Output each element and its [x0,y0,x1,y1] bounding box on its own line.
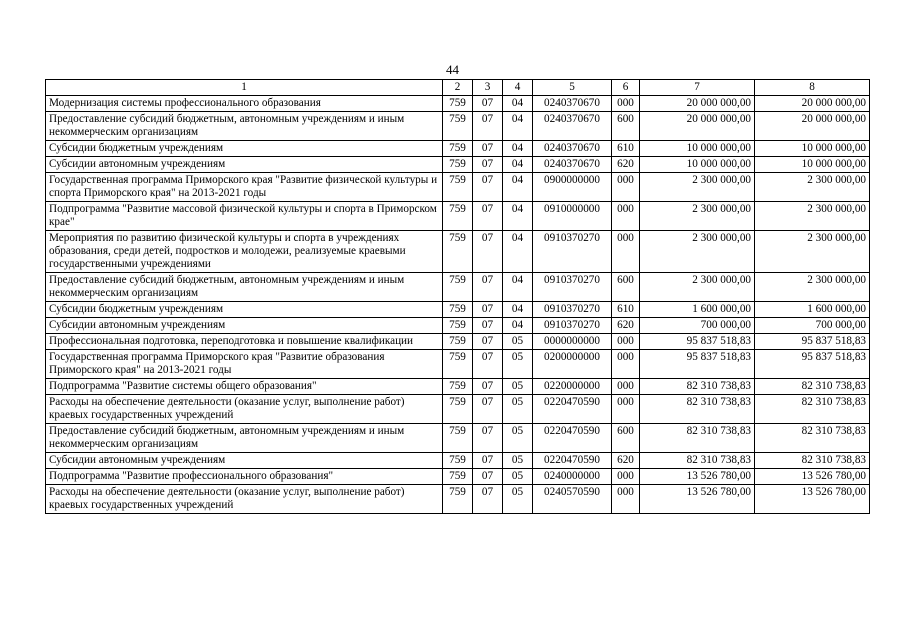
row-description: Субсидии автономным учреждениям [46,157,443,173]
ministry-code: 759 [443,173,473,202]
budget-table [45,79,870,514]
row-description: Подпрограмма "Развитие массовой физической культуры и спорта в Приморском крае" [46,202,443,231]
expense-type-code: 000 [612,173,640,202]
header-row [46,80,870,96]
subsection-code: 05 [503,334,533,350]
target-article-code: 0900000000 [533,173,612,202]
amount-column-7: 13 526 780,00 [640,485,755,514]
table-row [46,485,870,514]
target-article-code: 0240370670 [533,96,612,112]
section-code: 07 [473,424,503,453]
row-description: Предоставление субсидий бюджетным, автономным учреждениям и иным некоммерческим организациям [46,273,443,302]
section-code: 07 [473,173,503,202]
amount-column-8: 20 000 000,00 [755,112,870,141]
subsection-code: 04 [503,318,533,334]
amount-column-7: 700 000,00 [640,318,755,334]
expense-type-code: 600 [612,112,640,141]
table-row [46,302,870,318]
expense-type-code: 000 [612,96,640,112]
section-code: 07 [473,334,503,350]
expense-type-code: 000 [612,485,640,514]
subsection-code: 04 [503,141,533,157]
subsection-code: 04 [503,273,533,302]
ministry-code: 759 [443,96,473,112]
amount-column-8: 82 310 738,83 [755,395,870,424]
column-header-4: 4 [503,80,533,96]
amount-column-7: 82 310 738,83 [640,379,755,395]
subsection-code: 04 [503,112,533,141]
target-article-code: 0240000000 [533,469,612,485]
table-row [46,395,870,424]
amount-column-8: 20 000 000,00 [755,96,870,112]
expense-type-code: 610 [612,302,640,318]
ministry-code: 759 [443,112,473,141]
target-article-code: 0000000000 [533,334,612,350]
target-article-code: 0220000000 [533,379,612,395]
amount-column-8: 82 310 738,83 [755,424,870,453]
ministry-code: 759 [443,141,473,157]
target-article-code: 0910370270 [533,318,612,334]
target-article-code: 0240370670 [533,112,612,141]
row-description: Расходы на обеспечение деятельности (оказание услуг, выполнение работ) краевых государственных учреждений [46,395,443,424]
expense-type-code: 000 [612,334,640,350]
expense-type-code: 000 [612,231,640,273]
ministry-code: 759 [443,273,473,302]
table-row [46,379,870,395]
section-code: 07 [473,112,503,141]
target-article-code: 0220470590 [533,453,612,469]
table-row [46,318,870,334]
expense-type-code: 000 [612,379,640,395]
row-description: Предоставление субсидий бюджетным, автономным учреждениям и иным некоммерческим организациям [46,424,443,453]
table-body [46,96,870,514]
target-article-code: 0910370270 [533,302,612,318]
amount-column-8: 2 300 000,00 [755,273,870,302]
subsection-code: 05 [503,350,533,379]
subsection-code: 04 [503,157,533,173]
target-article-code: 0240370670 [533,141,612,157]
target-article-code: 0240370670 [533,157,612,173]
table-row [46,202,870,231]
amount-column-8: 700 000,00 [755,318,870,334]
row-description: Субсидии автономным учреждениям [46,453,443,469]
amount-column-7: 82 310 738,83 [640,395,755,424]
row-description: Государственная программа Приморского края "Развитие физической культуры и спорта Приморского края" на 2013-2021 годы [46,173,443,202]
section-code: 07 [473,485,503,514]
column-header-7: 7 [640,80,755,96]
expense-type-code: 000 [612,350,640,379]
amount-column-8: 13 526 780,00 [755,469,870,485]
section-code: 07 [473,273,503,302]
amount-column-7: 95 837 518,83 [640,350,755,379]
amount-column-8: 82 310 738,83 [755,379,870,395]
amount-column-8: 1 600 000,00 [755,302,870,318]
target-article-code: 0200000000 [533,350,612,379]
table-row [46,273,870,302]
expense-type-code: 000 [612,202,640,231]
amount-column-7: 2 300 000,00 [640,173,755,202]
amount-column-8: 2 300 000,00 [755,202,870,231]
target-article-code: 0910000000 [533,202,612,231]
amount-column-7: 10 000 000,00 [640,157,755,173]
section-code: 07 [473,96,503,112]
subsection-code: 05 [503,453,533,469]
row-description: Государственная программа Приморского края "Развитие образования Приморского края" на 2013-2021 годы [46,350,443,379]
column-header-2: 2 [443,80,473,96]
row-description: Подпрограмма "Развитие профессионального образования" [46,469,443,485]
row-description: Модернизация системы профессионального образования [46,96,443,112]
table-row [46,157,870,173]
amount-column-8: 95 837 518,83 [755,350,870,379]
ministry-code: 759 [443,424,473,453]
amount-column-8: 10 000 000,00 [755,141,870,157]
amount-column-7: 2 300 000,00 [640,273,755,302]
row-description: Мероприятия по развитию физической культуры и спорта в учреждениях образования, среди детей, подростков и молодежи, реализуемые краевыми государственными учреждениями [46,231,443,273]
section-code: 07 [473,157,503,173]
ministry-code: 759 [443,469,473,485]
amount-column-7: 20 000 000,00 [640,96,755,112]
column-header-6: 6 [612,80,640,96]
section-code: 07 [473,395,503,424]
row-description: Расходы на обеспечение деятельности (оказание услуг, выполнение работ) краевых государственных учреждений [46,485,443,514]
amount-column-8: 82 310 738,83 [755,453,870,469]
subsection-code: 05 [503,485,533,514]
expense-type-code: 600 [612,273,640,302]
ministry-code: 759 [443,379,473,395]
amount-column-7: 2 300 000,00 [640,231,755,273]
subsection-code: 05 [503,379,533,395]
amount-column-8: 2 300 000,00 [755,231,870,273]
table-row [46,96,870,112]
amount-column-8: 13 526 780,00 [755,485,870,514]
ministry-code: 759 [443,318,473,334]
subsection-code: 04 [503,173,533,202]
row-description: Субсидии бюджетным учреждениям [46,302,443,318]
table-row [46,141,870,157]
ministry-code: 759 [443,453,473,469]
amount-column-8: 10 000 000,00 [755,157,870,173]
expense-type-code: 610 [612,141,640,157]
column-header-3: 3 [473,80,503,96]
subsection-code: 04 [503,231,533,273]
amount-column-8: 95 837 518,83 [755,334,870,350]
subsection-code: 05 [503,469,533,485]
amount-column-7: 2 300 000,00 [640,202,755,231]
ministry-code: 759 [443,334,473,350]
page-number: 44 [446,62,459,77]
row-description: Субсидии автономным учреждениям [46,318,443,334]
amount-column-8: 2 300 000,00 [755,173,870,202]
amount-column-7: 95 837 518,83 [640,334,755,350]
target-article-code: 0240570590 [533,485,612,514]
expense-type-code: 620 [612,157,640,173]
ministry-code: 759 [443,231,473,273]
section-code: 07 [473,302,503,318]
target-article-code: 0220470590 [533,424,612,453]
subsection-code: 04 [503,202,533,231]
section-code: 07 [473,141,503,157]
expense-type-code: 600 [612,424,640,453]
subsection-code: 04 [503,96,533,112]
ministry-code: 759 [443,395,473,424]
table-row [46,453,870,469]
table-row [46,173,870,202]
amount-column-7: 82 310 738,83 [640,424,755,453]
column-header-8: 8 [755,80,870,96]
target-article-code: 0910370270 [533,273,612,302]
table-row [46,334,870,350]
table-row [46,424,870,453]
ministry-code: 759 [443,157,473,173]
row-description: Подпрограмма "Развитие системы общего образования" [46,379,443,395]
amount-column-7: 82 310 738,83 [640,453,755,469]
expense-type-code: 000 [612,395,640,424]
ministry-code: 759 [443,485,473,514]
target-article-code: 0220470590 [533,395,612,424]
section-code: 07 [473,379,503,395]
expense-type-code: 000 [612,469,640,485]
row-description: Предоставление субсидий бюджетным, автономным учреждениям и иным некоммерческим организациям [46,112,443,141]
section-code: 07 [473,318,503,334]
amount-column-7: 10 000 000,00 [640,141,755,157]
amount-column-7: 1 600 000,00 [640,302,755,318]
amount-column-7: 13 526 780,00 [640,469,755,485]
ministry-code: 759 [443,202,473,231]
table-row [46,231,870,273]
ministry-code: 759 [443,302,473,318]
target-article-code: 0910370270 [533,231,612,273]
table-row [46,112,870,141]
subsection-code: 05 [503,424,533,453]
column-header-5: 5 [533,80,612,96]
table-row [46,350,870,379]
subsection-code: 05 [503,395,533,424]
table-row [46,469,870,485]
section-code: 07 [473,231,503,273]
section-code: 07 [473,350,503,379]
ministry-code: 759 [443,350,473,379]
column-header-1: 1 [46,80,443,96]
section-code: 07 [473,202,503,231]
expense-type-code: 620 [612,453,640,469]
expense-type-code: 620 [612,318,640,334]
section-code: 07 [473,469,503,485]
section-code: 07 [473,453,503,469]
row-description: Профессиональная подготовка, переподготовка и повышение квалификации [46,334,443,350]
subsection-code: 04 [503,302,533,318]
row-description: Субсидии бюджетным учреждениям [46,141,443,157]
amount-column-7: 20 000 000,00 [640,112,755,141]
